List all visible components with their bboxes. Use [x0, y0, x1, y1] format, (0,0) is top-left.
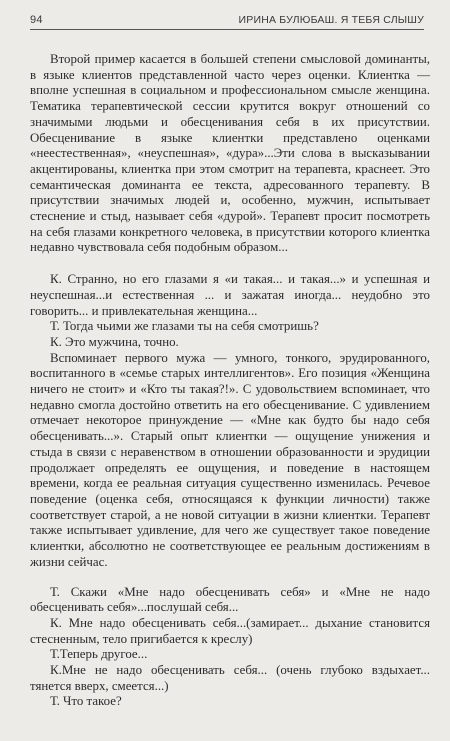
dialogue-line: К. Странно, но его глазами я «и такая... и такая...» и успешная и неуспешная...и естественная ... и зажатая иногда... неудобно это говорить... и привлекательная женщина... — [30, 272, 430, 318]
page-body — [30, 52, 430, 710]
dialogue-block-1 — [30, 272, 430, 351]
dialogue-line: Т. Тогда чьими же глазами ты на себя смотришь? — [50, 319, 319, 334]
dialogue-line: К.Мне не надо обесценивать себя... (очень глубоко вздыхает... тянется вверх, смеется...) — [30, 663, 430, 693]
dialogue-line: Т. Скажи «Мне надо обесценивать себя» и «Мне не надо обесценивать себя»...послушай себя... — [30, 584, 430, 615]
dialogue-line: Т.Теперь другое... — [50, 647, 148, 662]
dialogue-line: К. Мне надо обесценивать себя...(замирает... дыхание становится стесненным, тело пригибается к креслу) — [30, 615, 430, 646]
paragraph-first-husband: Вспоминает первого мужа — умного, тонкого, эрудированного, воспитанного в «семье старых интеллигентов». Его позиция «Женщина ничего не стоит» и «Кто ты такая?!». С удовольствием вспоминает, что недавно смогла достойно ответить на его обесценивание. С удивлением отмечает некоторое принуждение — «Мне как будто бы надо себя обесценивать...». Старый опыт клиентки — ощущение унижения и стыда в связи с неравенством в отношении образованности и эрудиции продолжает определять ее ощущения, и поведение в настоящем времени, когда ее реальная ситуация существенно изменилась. Речевое поведение (оценка себя, относящаяся к функции личности) также соответствует старой, а не новой ситуации в жизни клиентки. Терапевт также испытывает удивление, для чего же существует такое поведение клиентки, абсолютно не соответствующее ее реальным достижениям в жизни сейчас. — [30, 350, 430, 569]
dialogue-line: К. Это мужчина, точно. — [50, 334, 179, 349]
dialogue-line: Т. Что такое? — [50, 694, 122, 709]
running-header — [30, 14, 424, 30]
page-number: 94 — [30, 14, 43, 26]
paragraph-example-intro: Второй пример касается в большей степени смысловой доминанты, в языке клиентов представленной часто через оценки. Клиентка — вполне успешная в социальном и профессиональном смысле женщина. Тематика терапевтической сессии крутится вокруг отношений со значимыми людьми и обесценивания себя в их присутствии. Обесценивание в языке клиентки представлено оценками «неестественная», «неуспешная», «дура»...Эти слова в высказывании акцентированы, клиентка при этом смотрит на терапевта, краснеет. Это семантическая доминанта ее текста, адресованного терапевту. В присутствии значимых людей и, особенно, мужчин, испытывает стеснение и стыд, называет себя «дурой». Терапевт просит посмотреть на себя глазами конкретного человека, в присутствии которого клиентка недавно чувствовала себя подобным образом... — [30, 52, 430, 255]
running-title: ИРИНА БУЛЮБАШ. Я ТЕБЯ СЛЫШУ — [238, 14, 424, 26]
dialogue-block-2 — [30, 585, 430, 711]
